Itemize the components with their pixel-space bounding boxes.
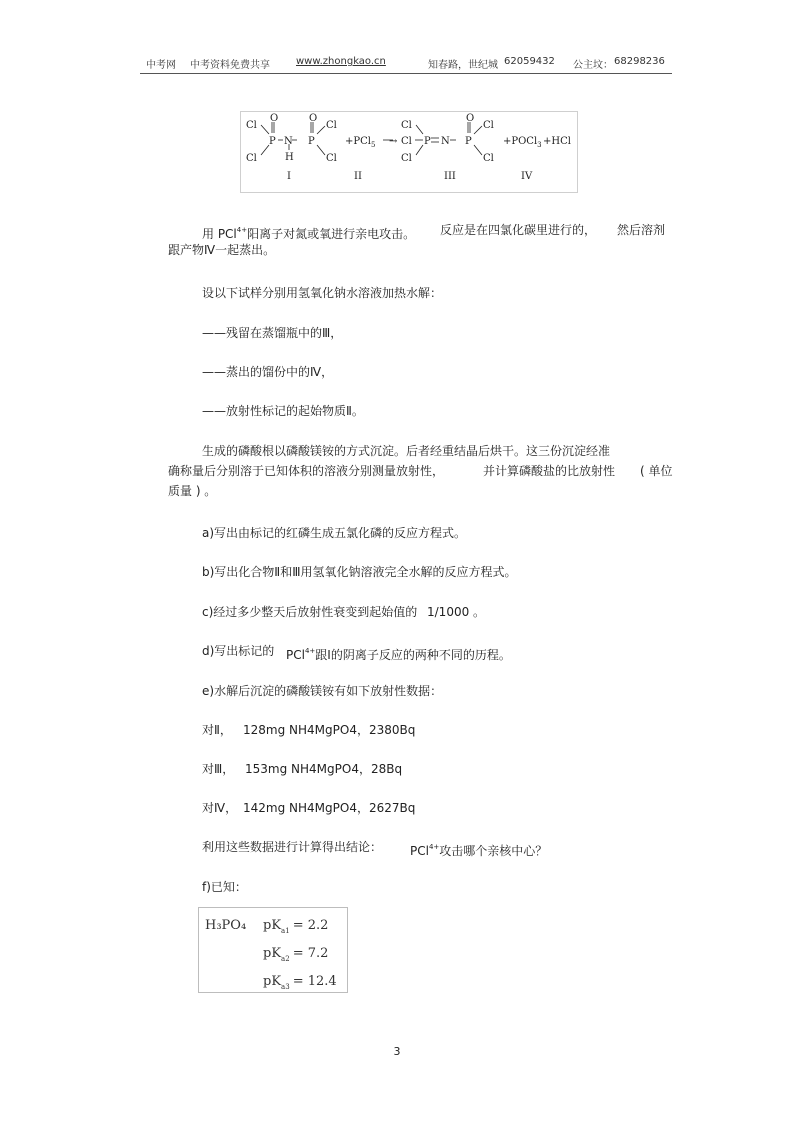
reagent-pcl5: +PCl$_5$	[345, 136, 376, 149]
conclusion-question: PCl$^{4+}$攻击哪个亲核中心？	[410, 843, 548, 858]
data-row-bq: 28Bq	[371, 762, 403, 776]
pka-1: $pK_{a1} = 2.2$	[263, 918, 329, 935]
atom-cl: Cl	[483, 120, 494, 131]
pka-2: $pK_{a2} = 7.2$	[263, 946, 329, 963]
paragraph-3-line-2: 确称量后分别溶于已知体积的溶液分别测量放射性，	[168, 464, 445, 478]
header-contact-label: 公主坟：	[573, 60, 613, 71]
page-number: 3	[393, 1045, 401, 1058]
atom-cl: Cl	[483, 153, 494, 164]
header-url-link[interactable]: www.zhongkao.cn	[296, 56, 386, 67]
header-address: 知春路，世纪城	[428, 60, 498, 71]
label-compound-3: III	[444, 171, 456, 182]
label-compound-1: I	[287, 171, 291, 182]
header-slogan: 中考资料免费共享	[190, 60, 270, 71]
header-site-name: 中考网	[146, 60, 176, 71]
atom-p: P	[308, 136, 315, 147]
pka-3: $pK_{a3} = 12.4$	[263, 974, 337, 991]
label-compound-2: II	[354, 171, 362, 182]
reaction-arrow: →	[389, 136, 398, 147]
question-f: f)已知：	[202, 880, 247, 894]
pka-values-drawing	[199, 908, 347, 992]
atom-cl: Cl	[401, 136, 412, 147]
header-phone-2: 68298236	[614, 56, 665, 67]
question-c: c)经过多少整天后放射性衰变到起始值的	[202, 605, 418, 619]
paragraph-3-line-2-part-b: 并计算磷酸盐的比放射性	[483, 464, 616, 478]
data-row-value: 153mg NH4MgPO4，	[245, 762, 371, 776]
question-a: a)写出由标记的红磷生成五氯化磷的反应方程式。	[202, 526, 467, 540]
label-compound-4: IV	[521, 171, 533, 182]
reaction-scheme-figure	[240, 111, 578, 193]
atom-p: P	[424, 136, 431, 147]
list-item: ——放射性标记的起始物质Ⅱ。	[202, 404, 364, 418]
product-hcl: +HCl	[543, 136, 571, 147]
question-b: b)写出化合物Ⅱ和Ⅲ用氢氧化钠溶液完全水解的反应方程式。	[202, 565, 517, 579]
atom-n: N	[284, 136, 293, 147]
paragraph-3-line-1: 生成的磷酸根以磷酸镁铵的方式沉淀。后者经重结晶后烘干。这三份沉淀经准	[202, 444, 611, 458]
atom-o: O	[309, 113, 318, 124]
atom-cl: Cl	[246, 153, 257, 164]
list-item: ——蒸出的馏份中的Ⅳ，	[202, 365, 334, 379]
header-phone-1: 62059432	[504, 56, 555, 67]
acid-formula: H₃PO₄	[205, 918, 247, 933]
question-e: e)水解后沉淀的磷酸镁铵有如下放射性数据：	[202, 684, 443, 698]
data-row-label: 对Ⅲ，	[202, 762, 235, 776]
paragraph-1-line-1-part-d: 然后溶剂	[617, 223, 666, 237]
list-item: ——残留在蒸馏瓶中的Ⅲ，	[202, 326, 343, 340]
data-row-value: 128mg NH4MgPO4，2380Bq	[243, 723, 416, 737]
atom-h: H	[285, 152, 294, 163]
data-row-value: 142mg NH4MgPO4，2627Bq	[243, 801, 416, 815]
pka-values-figure	[198, 907, 348, 993]
paragraph-1-line-1-part-c: 反应是在四氯化碳里进行的，	[440, 223, 597, 237]
atom-o: O	[466, 113, 475, 124]
data-row-label: 对Ⅳ，	[202, 801, 238, 815]
atom-cl: Cl	[246, 120, 257, 131]
paragraph-1-line-1: 用 PCl$^{4+}$阳离子对氮或氧进行亲电攻击。	[202, 226, 416, 241]
paragraph-3-line-2-part-c: ( 单位	[640, 464, 673, 478]
atom-o: O	[270, 113, 279, 124]
question-d: d)写出标记的	[202, 644, 275, 658]
atom-cl: Cl	[326, 120, 337, 131]
paragraph-3-line-3: 质量 ) 。	[168, 484, 217, 498]
reaction-scheme-drawing	[241, 112, 577, 192]
atom-p: P	[269, 136, 276, 147]
header-divider	[140, 73, 672, 74]
data-row-label: 对Ⅱ，	[202, 723, 232, 737]
atom-n: N	[441, 136, 450, 147]
atom-p: P	[465, 136, 472, 147]
product-pocl3: +POCl$_3$	[503, 136, 542, 149]
paragraph-1-line-2: 跟产物Ⅳ一起蒸出。	[168, 243, 276, 257]
paragraph-2: 设以下试样分别用氢氧化钠水溶液加热水解：	[202, 286, 443, 300]
conclusion-prompt: 利用这些数据进行计算得出结论：	[202, 840, 383, 854]
atom-cl: Cl	[326, 153, 337, 164]
atom-cl: Cl	[401, 120, 412, 131]
question-d-part-b: PCl$^{4+}$跟Ⅰ的阴离子反应的两种不同的历程。	[286, 647, 511, 662]
atom-cl: Cl	[401, 153, 412, 164]
question-c-fraction: 1/1000 。	[427, 605, 486, 619]
